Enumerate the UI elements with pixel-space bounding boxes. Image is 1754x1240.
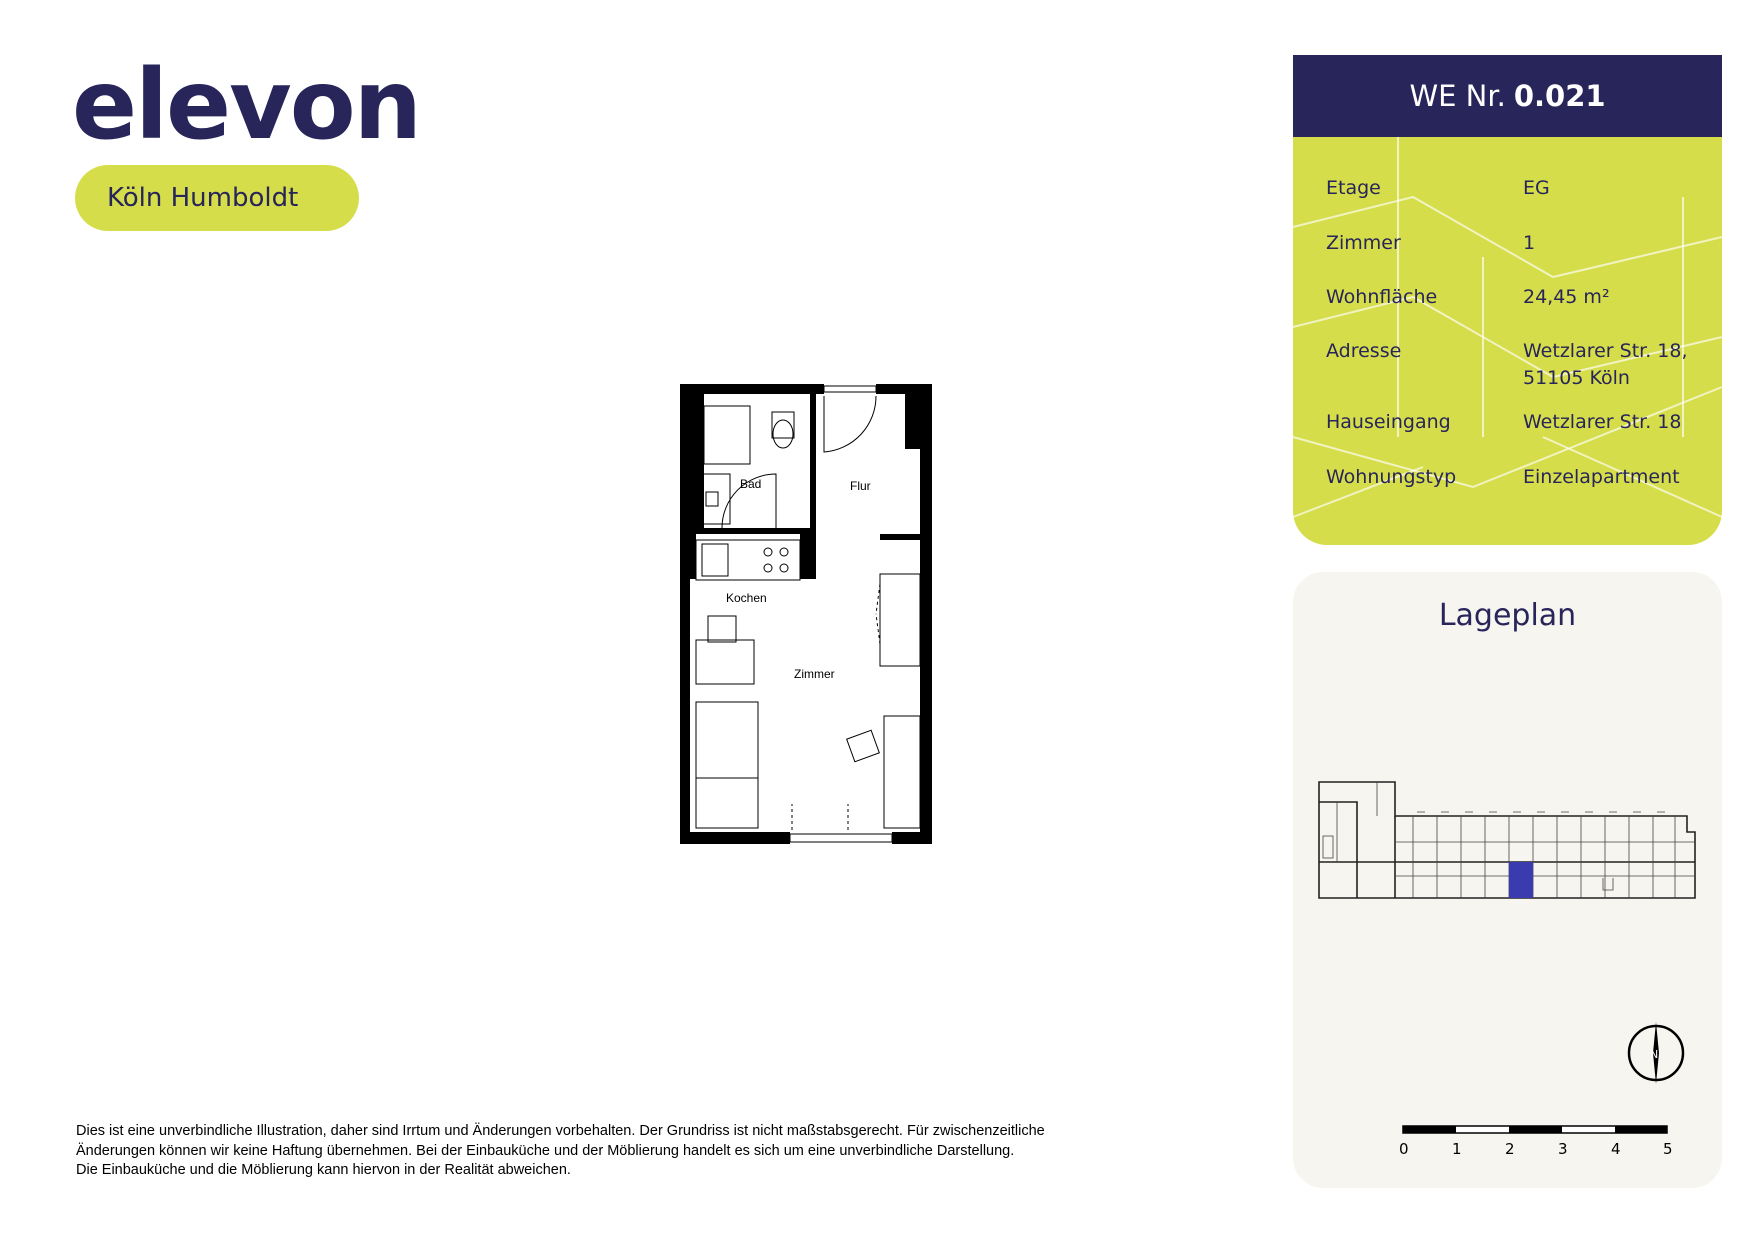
elevon-logo [72,49,420,161]
room-label-kitchen: Kochen [726,591,767,605]
scale-label: 3 [1558,1140,1568,1158]
disclaimer-line: Die Einbauküche und die Möblierung kann hiervon in der Realität abweichen. [76,1162,571,1178]
detail-label: Adresse [1326,340,1402,362]
detail-value-line2: 51105 Köln [1523,367,1630,389]
kitchen-fixtures [696,540,800,580]
scale-label: 4 [1611,1140,1621,1158]
room-label-hallway: Flur [850,479,871,493]
location-label: Köln Humboldt [107,183,299,213]
highlighted-unit [1509,862,1533,898]
detail-label: Wohnfläche [1326,286,1438,308]
north-label: N [1650,1048,1659,1061]
scale-label: 1 [1452,1140,1462,1158]
detail-label: Wohnungstyp [1326,466,1457,488]
detail-value: Einzelapartment [1523,466,1680,488]
unit-info-card [1293,55,1722,545]
siteplan-title: Lageplan [1438,598,1577,633]
disclaimer [76,1122,1176,1181]
north-arrow-icon [1623,1020,1689,1086]
scale-bar [1399,1124,1693,1164]
room-label-bath: Bad [740,477,762,491]
room-label-room: Zimmer [794,667,835,681]
scale-label: 2 [1505,1140,1515,1158]
detail-value: EG [1523,177,1550,199]
floorplan [680,384,940,844]
unit-number-prefix: WE Nr. [1409,79,1506,113]
furniture [696,574,920,828]
scale-label: 5 [1663,1140,1673,1158]
outer-walls [680,384,932,844]
detail-label: Zimmer [1326,232,1401,254]
detail-label: Etage [1326,177,1381,199]
bath-fixtures [702,406,794,524]
siteplan-card [1293,572,1722,1188]
logo-text: elevon [72,49,420,161]
unit-header [1293,55,1722,137]
doors [722,386,892,842]
disclaimer-line: Dies ist eine unverbindliche Illustration, daher sind Irrtum und Änderungen vorbehalten. Der Grundriss ist nicht maßstabsgerecht. Für zwischenzeitliche [76,1123,1045,1139]
disclaimer-line: Änderungen können wir keine Haftung übernehmen. Bei der Einbauküche und der Möblierung handelt es sich um eine unverbindliche Darstellung. [76,1142,1015,1159]
scale-label: 0 [1399,1140,1409,1158]
detail-value: 1 [1523,232,1536,254]
detail-value: Wetzlarer Str. 18, [1523,340,1688,362]
detail-value: 24,45 m² [1523,286,1610,308]
detail-value: Wetzlarer Str. 18 [1523,411,1682,433]
detail-label: Hauseingang [1326,411,1451,433]
location-badge [75,165,359,231]
siteplan-drawing [1317,772,1699,912]
unit-number: 0.021 [1513,79,1606,113]
